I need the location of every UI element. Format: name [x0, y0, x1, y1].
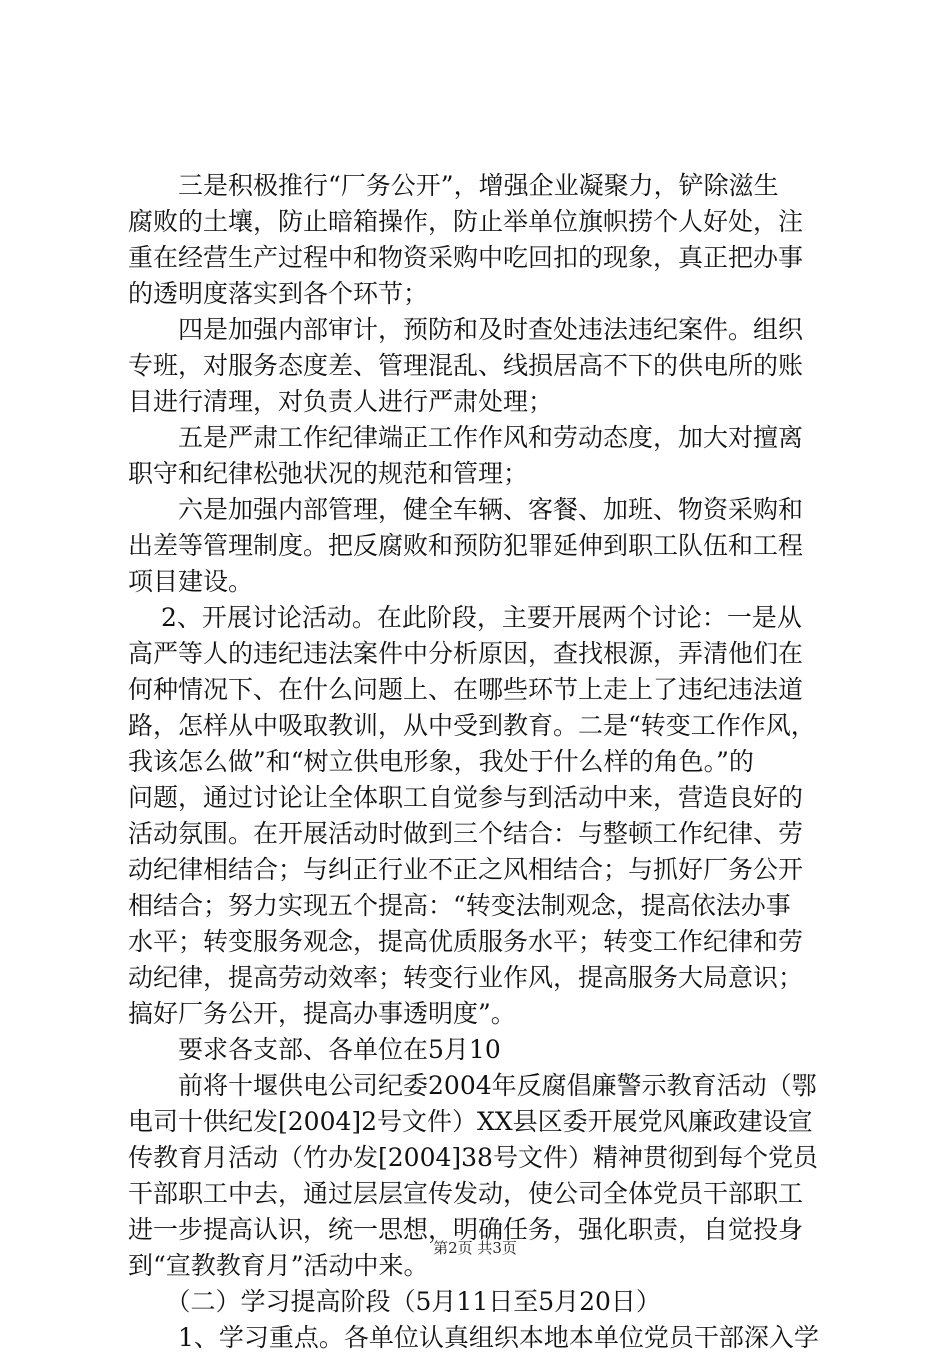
text-line	[128, 1140, 828, 1176]
text-line	[128, 528, 828, 564]
page-footer: 第2页 共3页	[433, 1239, 517, 1257]
text-line	[128, 492, 828, 528]
text-line-content: 我该怎么做”和“树立供电形象，我处于什么样的角色。”的	[128, 747, 754, 776]
text-line-content: 何种情况下、在什么问题上、在哪些环节上走上了违纪违法道	[128, 675, 804, 704]
text-line	[128, 1032, 828, 1068]
text-line-content: 搞好厂务公开，提高办事透明度”。	[128, 999, 516, 1028]
text-line-content: 重在经营生产过程中和物资采购中吃回扣的现象，真正把办事	[128, 243, 804, 272]
text-line-content: 专班，对服务态度差、管理混乱、线损居高不下的供电所的账	[128, 351, 804, 380]
text-line-content: 六是加强内部管理，健全车辆、客餐、加班、物资采购和	[128, 495, 804, 524]
text-line	[128, 1284, 828, 1320]
text-line-content: 前将十堰供电公司纪委2004年反腐倡廉警示教育活动（鄂	[128, 1071, 817, 1100]
document-body	[128, 168, 828, 1356]
text-line-content: 水平；转变服务观念，提高优质服务水平；转变工作纪律和劳	[128, 927, 804, 956]
text-line	[128, 924, 828, 960]
text-line-content: 到“宣教教育月”活动中来。	[128, 1251, 429, 1280]
text-line-content: 动纪律相结合；与纠正行业不正之风相结合；与抓好厂务公开	[128, 855, 804, 884]
text-line	[128, 204, 828, 240]
text-line	[128, 276, 828, 312]
text-line-content: 1、学习重点。各单位认真组织本地本单位党员干部深入学	[128, 1323, 819, 1352]
text-line-content: 五是严肃工作纪律端正工作作风和劳动态度，加大对擅离	[128, 423, 804, 452]
text-line-content: 电司十供纪发[2004]2号文件）XX县区委开展党风廉政建设宣	[128, 1107, 813, 1136]
text-line-content: 相结合；努力实现五个提高：“转变法制观念，提高依法办事	[128, 891, 791, 920]
text-line-content: 四是加强内部审计，预防和及时查处违法违纪案件。组织	[128, 315, 804, 344]
text-line-content: 出差等管理制度。把反腐败和预防犯罪延伸到职工队伍和工程	[128, 531, 804, 560]
text-line-content: 目进行清理，对负责人进行严肃处理；	[128, 387, 554, 416]
text-line-content: 的透明度落实到各个环节；	[128, 279, 429, 308]
text-line	[128, 312, 828, 348]
text-line	[128, 1068, 828, 1104]
text-line-content: 高严等人的违纪违法案件中分析原因，查找根源，弄清他们在	[128, 639, 804, 668]
text-line	[128, 1104, 828, 1140]
text-line	[128, 672, 828, 708]
text-line-content: 活动氛围。在开展活动时做到三个结合：与整顿工作纪律、劳	[128, 819, 804, 848]
text-line	[128, 888, 828, 924]
text-line	[128, 600, 828, 636]
text-line	[128, 348, 828, 384]
text-line-content: 项目建设。	[128, 567, 254, 596]
text-line	[128, 744, 828, 780]
text-line	[128, 168, 828, 204]
text-line	[128, 852, 828, 888]
text-line-content: 要求各支部、各单位在5月10	[128, 1035, 501, 1064]
text-line-content: 2、开展讨论活动。在此阶段，主要开展两个讨论：一是从	[128, 603, 802, 632]
text-line-content: 路，怎样从中吸取教训，从中受到教育。二是“转变工作作风，	[128, 711, 816, 740]
text-line-content: 干部职工中去，通过层层宣传发动，使公司全体党员干部职工	[128, 1179, 804, 1208]
text-line-content: 腐败的土壤，防止暗箱操作，防止举单位旗帜捞个人好处，注	[128, 207, 804, 236]
text-line	[128, 564, 828, 600]
text-line	[128, 384, 828, 420]
text-line	[128, 1176, 828, 1212]
text-line	[128, 420, 828, 456]
text-line	[128, 780, 828, 816]
text-line-content: 动纪律，提高劳动效率；转变行业作风，提高服务大局意识；	[128, 963, 804, 992]
text-line-content: （二）学习提高阶段（5月11日至5月20日）	[128, 1287, 661, 1316]
text-line-content: 职守和纪律松弛状况的规范和管理；	[128, 459, 529, 488]
text-line	[128, 240, 828, 276]
text-line-content: 进一步提高认识，统一思想，明确任务，强化职责，自觉投身	[128, 1215, 804, 1244]
text-line	[128, 960, 828, 996]
text-line-content: 三是积极推行“厂务公开”，增强企业凝聚力，铲除滋生	[128, 171, 779, 200]
text-line	[128, 456, 828, 492]
text-line	[128, 1320, 828, 1356]
text-line	[128, 996, 828, 1032]
text-line	[128, 708, 828, 744]
text-line	[128, 636, 828, 672]
text-line	[128, 816, 828, 852]
text-line-content: 问题，通过讨论让全体职工自觉参与到活动中来，营造良好的	[128, 783, 804, 812]
text-line-content: 传教育月活动（竹办发[2004]38号文件）精神贯彻到每个党员	[128, 1143, 818, 1172]
